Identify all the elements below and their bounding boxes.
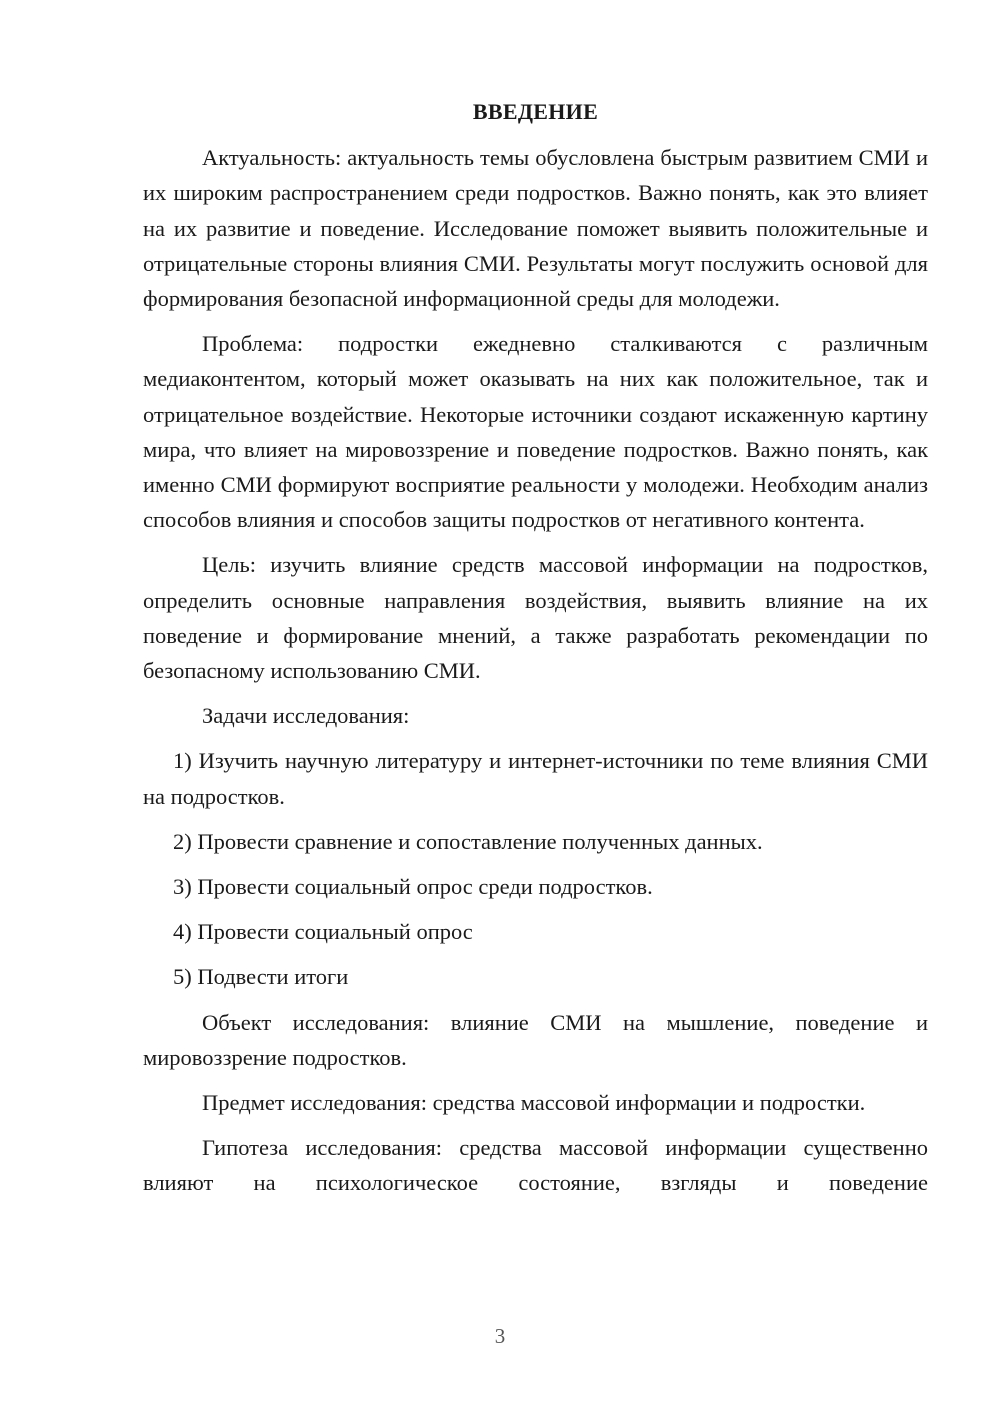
hypothesis-paragraph: Гипотеза исследования: средства массовой информации существенно влияют на психологическое состояние, взгляды и поведение (143, 1135, 928, 1196)
document-page (143, 94, 928, 1211)
object-paragraph: Объект исследования: влияние СМИ на мышление, поведение и мировоззрение подростков. (143, 1009, 928, 1070)
problem-paragraph: Проблема: подростки ежедневно сталкиваются с различным медиаконтентом, который может оказывать на них как положительное, так и отрицательное воздействие. Некоторые источники создают искаженную картину мира, что влияет на мировоззрение и поведение подростков. Важно понять, как именно СМИ формируют восприятие реальности у молодежи. Необходим анализ способов влияния и способов защиты подростков от негативного контента. (143, 331, 928, 533)
relevance-paragraph: Актуальность: актуальность темы обусловлена быстрым развитием СМИ и их широким распространением среди подростков. Важно понять, как это влияет на их развитие и поведение. Исследование поможет выявить положительные и отрицательные стороны влияния СМИ. Результаты могут послужить основой для формирования безопасной информационной среды для молодежи. (143, 145, 928, 312)
task-item-4: 4) Провести социальный опрос (173, 919, 473, 945)
task-item-5: 5) Подвести итоги (173, 964, 349, 990)
task-item-2: 2) Провести сравнение и сопоставление полученных данных. (173, 828, 763, 854)
task-item-3: 3) Провести социальный опрос среди подростков. (173, 874, 653, 900)
section-heading: ВВЕДЕНИЕ (472, 99, 599, 124)
tasks-title: Задачи исследования: (202, 703, 410, 729)
subject-paragraph: Предмет исследования: средства массовой информации и подростки. (202, 1090, 866, 1116)
task-item-1: 1) Изучить научную литературу и интернет-источники по теме влияния СМИ на подростков. (143, 748, 928, 809)
page-number: 3 (494, 1324, 506, 1348)
goal-paragraph: Цель: изучить влияние средств массовой информации на подростков, определить основные направления воздействия, выявить влияние на их поведение и формирование мнений, а также разработать рекомендации по безопасному использованию СМИ. (143, 552, 928, 684)
